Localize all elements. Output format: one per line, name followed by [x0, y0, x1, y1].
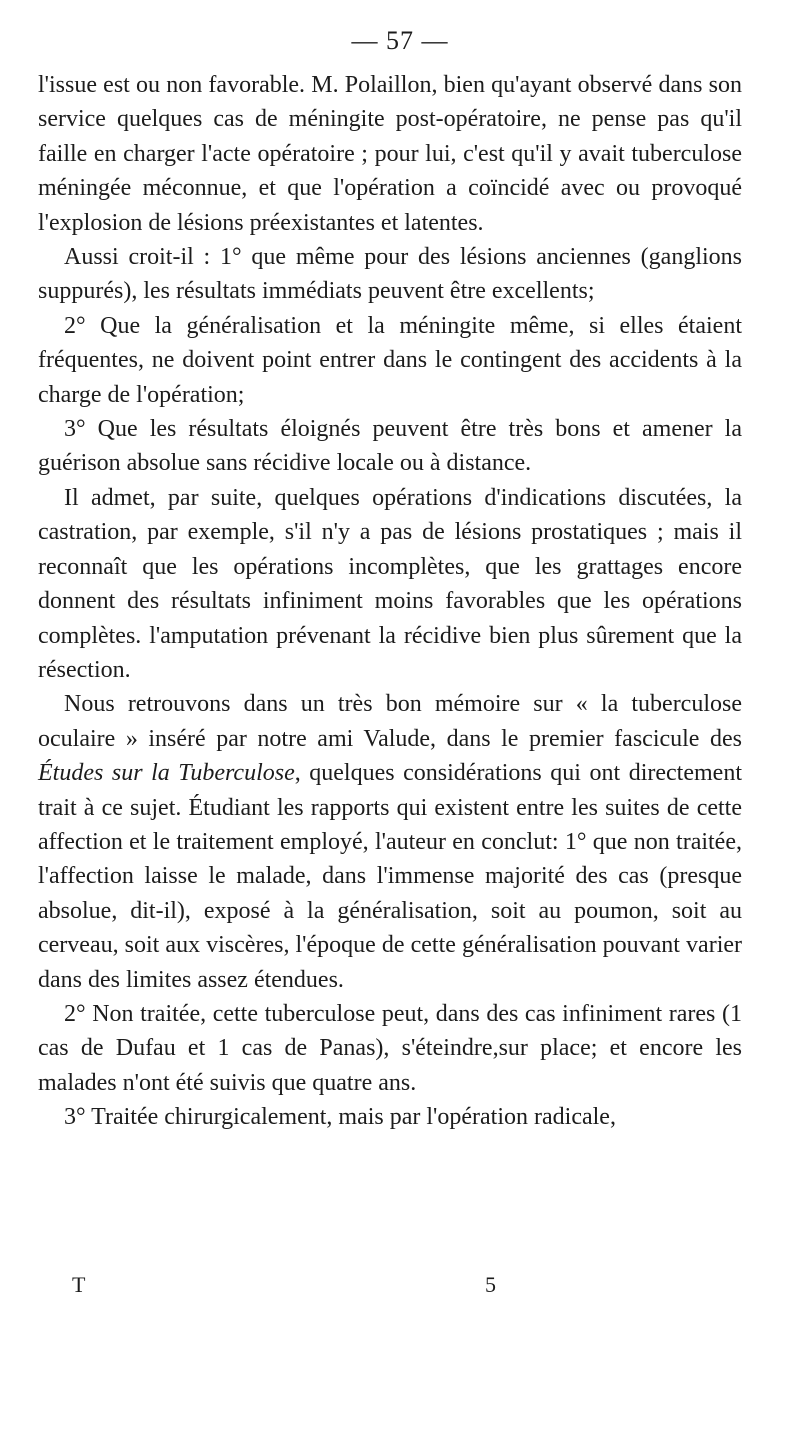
signature-number: 5: [485, 1272, 496, 1297]
valude-text-after: , quelques considérations qui ont directement trait à ce sujet. Étudiant les rapports qui existent entre les suites de cette affection et le traitement employé, l'auteur en conclut: 1° que non traitée, l'affection laisse le malade, dans l'immense majorité des cas (presque absolue, dit-il), exposé à la généralisation, soit au poumon, soit au cerveau, soit aux viscères, l'époque de cette généralisation pouvant varier dans des limites assez étendues.: [38, 760, 742, 993]
paragraph-castration: Il admet, par suite, quelques opérations d'indications discutées, la castration, par exemple, s'il n'y a pas de lésions prostatiques ; mais il reconnaît que les opérations incomplètes, que les grattages encore donnent des résultats infiniment moins favorables que les opérations complètes. l'amputation prévenant la récidive bien plus sûrement que la résection.: [38, 484, 742, 683]
paragraph-valude: [38, 687, 742, 997]
valude-text-before: Nous retrouvons dans un très bon mémoire sur « la tuberculose oculaire » inséré par notre ami Valude, dans le premier fascicule des: [38, 691, 742, 752]
signature-letter: T: [72, 1272, 86, 1297]
body-text: [38, 68, 742, 1135]
paragraph-non-traitee: 2° Non traitée, cette tuberculose peut, dans des cas infiniment rares (1 cas de Dufau et 1 cas de Panas), s'éteindre,sur place; et encore les malades n'ont été suivis que quatre ans.: [38, 1000, 742, 1096]
signature-mark: [38, 1272, 742, 1298]
paragraph-polaillon: l'issue est ou non favorable. M. Polaillon, bien qu'ayant observé dans son service quelques cas de méningite post-opératoire, ne pense pas qu'il faille en charger l'acte opératoire ; pour lui, c'est qu'il y avait tuberculose méningée méconnue, et que l'opération a coïncidé avec ou provoqué l'explosion de lésions préexistantes et latentes.: [38, 72, 742, 236]
paragraph-point-2: 2° Que la généralisation et la méningite même, si elles étaient fréquentes, ne doivent point entrer dans le contingent des accidents à la charge de l'opération;: [38, 312, 742, 408]
page-number: — 57 —: [351, 26, 449, 55]
paragraph-point-3: 3° Que les résultats éloignés peuvent être très bons et amener la guérison absolue sans récidive locale ou à distance.: [38, 416, 742, 477]
book-title: Études sur la Tuberculose: [38, 760, 295, 787]
paragraph-point-1: Aussi croit-il : 1° que même pour des lésions anciennes (ganglions suppurés), les résultats immédiats peuvent être excellents;: [38, 244, 742, 305]
paragraph-traitee: 3° Traitée chirurgicalement, mais par l'opération radicale,: [64, 1104, 616, 1131]
